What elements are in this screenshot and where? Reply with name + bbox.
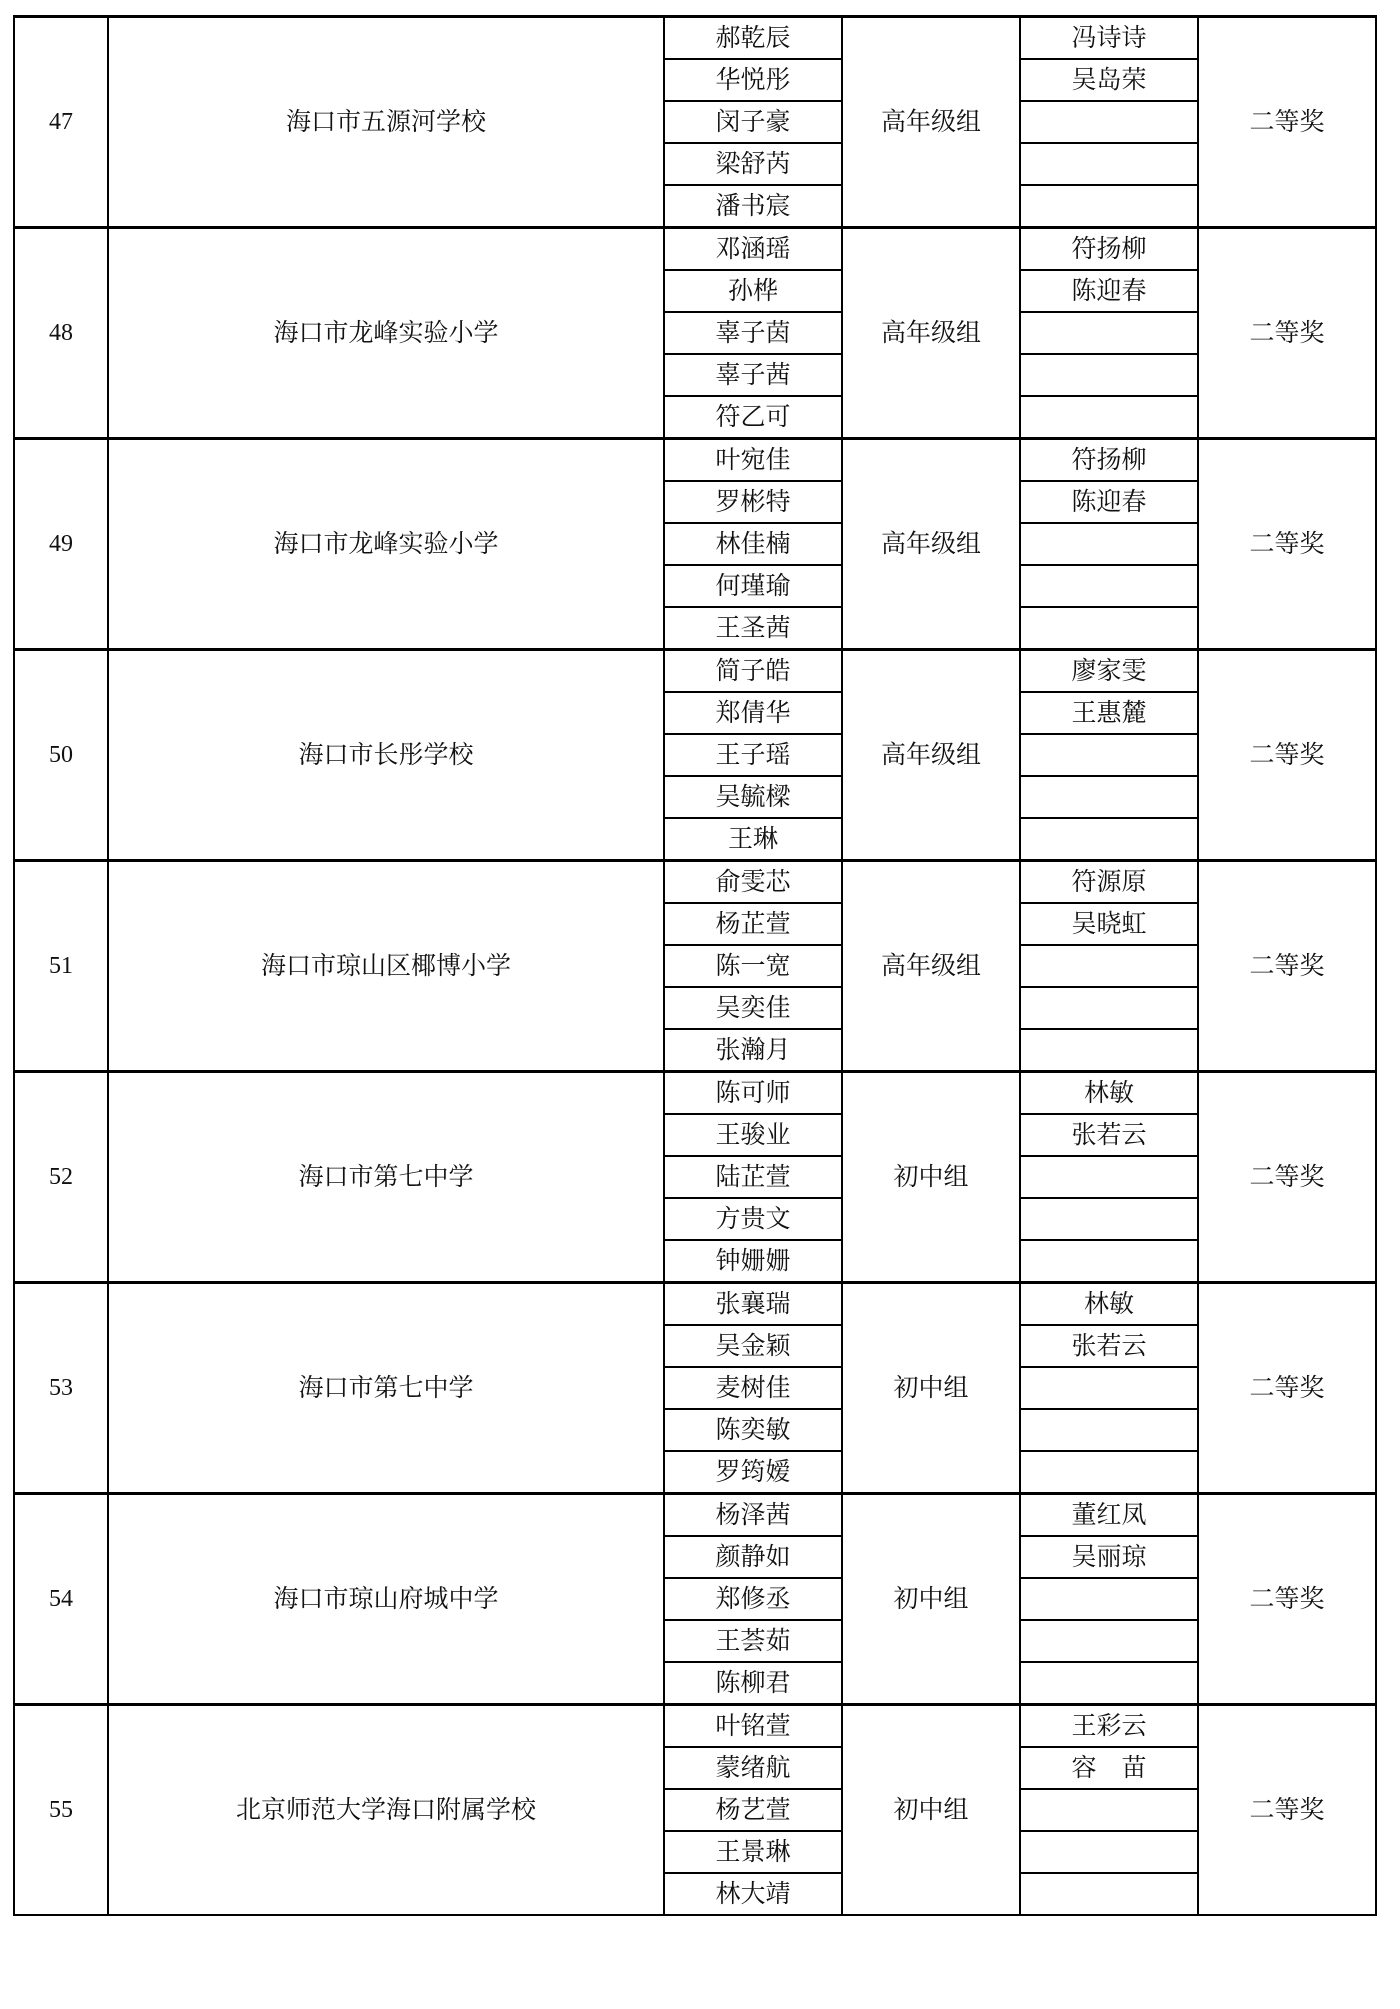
award-level: 二等奖 [1198, 650, 1376, 861]
award-level: 二等奖 [1198, 17, 1376, 228]
student-name: 潘书宸 [664, 185, 842, 228]
student-name: 陈一宽 [664, 945, 842, 987]
student-name: 辜子茜 [664, 354, 842, 396]
entry-number: 54 [14, 1494, 108, 1705]
teacher-name: 陈迎春 [1020, 270, 1198, 312]
teacher-name [1020, 1156, 1198, 1198]
student-name: 符乙可 [664, 396, 842, 439]
student-name: 陈柳君 [664, 1662, 842, 1705]
student-name: 吴毓樑 [664, 776, 842, 818]
teacher-name: 容 苗 [1020, 1747, 1198, 1789]
teacher-name: 王惠麓 [1020, 692, 1198, 734]
teacher-name [1020, 1831, 1198, 1873]
student-name: 王荟茹 [664, 1620, 842, 1662]
teacher-name [1020, 734, 1198, 776]
student-name: 麦树佳 [664, 1367, 842, 1409]
age-group: 初中组 [842, 1072, 1020, 1283]
student-name: 郝乾辰 [664, 17, 842, 60]
teacher-name [1020, 565, 1198, 607]
school-name: 海口市第七中学 [108, 1072, 664, 1283]
student-name: 蒙绪航 [664, 1747, 842, 1789]
teacher-name [1020, 1240, 1198, 1283]
entry-number: 53 [14, 1283, 108, 1494]
student-name: 梁舒芮 [664, 143, 842, 185]
teacher-name [1020, 1409, 1198, 1451]
teacher-name: 林敏 [1020, 1072, 1198, 1115]
award-level: 二等奖 [1198, 861, 1376, 1072]
teacher-name: 冯诗诗 [1020, 17, 1198, 60]
award-level: 二等奖 [1198, 439, 1376, 650]
teacher-name: 吴丽琼 [1020, 1536, 1198, 1578]
student-name: 何瑾瑜 [664, 565, 842, 607]
student-name: 罗筠嫒 [664, 1451, 842, 1494]
school-name: 北京师范大学海口附属学校 [108, 1705, 664, 1916]
student-name: 华悦彤 [664, 59, 842, 101]
student-name: 杨艺萱 [664, 1789, 842, 1831]
age-group: 初中组 [842, 1705, 1020, 1916]
teacher-name [1020, 776, 1198, 818]
teacher-name: 林敏 [1020, 1283, 1198, 1326]
teacher-name [1020, 143, 1198, 185]
table-row [14, 1072, 1388, 1115]
teacher-name [1020, 1198, 1198, 1240]
age-group: 初中组 [842, 1283, 1020, 1494]
award-level: 二等奖 [1198, 228, 1376, 439]
teacher-name [1020, 312, 1198, 354]
age-group: 高年级组 [842, 17, 1020, 228]
student-name: 陈可师 [664, 1072, 842, 1115]
teacher-name: 吴岛荣 [1020, 59, 1198, 101]
school-name: 海口市琼山区椰博小学 [108, 861, 664, 1072]
student-name: 杨泽茜 [664, 1494, 842, 1537]
student-name: 方贵文 [664, 1198, 842, 1240]
teacher-name [1020, 1029, 1198, 1072]
teacher-name [1020, 945, 1198, 987]
teacher-name [1020, 1451, 1198, 1494]
student-name: 吴奕佳 [664, 987, 842, 1029]
entry-number: 48 [14, 228, 108, 439]
student-name: 林佳楠 [664, 523, 842, 565]
student-name: 陈奕敏 [664, 1409, 842, 1451]
student-name: 邓涵瑶 [664, 228, 842, 271]
teacher-name [1020, 101, 1198, 143]
student-name: 陆芷萱 [664, 1156, 842, 1198]
award-level: 二等奖 [1198, 1705, 1376, 1916]
award-table [13, 15, 1389, 1916]
teacher-name [1020, 523, 1198, 565]
student-name: 颜静如 [664, 1536, 842, 1578]
student-name: 闵子豪 [664, 101, 842, 143]
teacher-name: 廖家雯 [1020, 650, 1198, 693]
teacher-name [1020, 1620, 1198, 1662]
teacher-name: 张若云 [1020, 1114, 1198, 1156]
student-name: 杨芷萱 [664, 903, 842, 945]
student-name: 王景琳 [664, 1831, 842, 1873]
table-row [14, 1494, 1388, 1537]
student-name: 俞雯芯 [664, 861, 842, 904]
school-name: 海口市龙峰实验小学 [108, 439, 664, 650]
school-name: 海口市长彤学校 [108, 650, 664, 861]
teacher-name: 张若云 [1020, 1325, 1198, 1367]
student-name: 孙桦 [664, 270, 842, 312]
student-name: 郑修丞 [664, 1578, 842, 1620]
teacher-name [1020, 185, 1198, 228]
student-name: 叶宛佳 [664, 439, 842, 482]
teacher-name: 陈迎春 [1020, 481, 1198, 523]
table-row [14, 1705, 1388, 1748]
teacher-name: 吴晓虹 [1020, 903, 1198, 945]
teacher-name [1020, 1578, 1198, 1620]
teacher-name [1020, 354, 1198, 396]
teacher-name: 符扬柳 [1020, 228, 1198, 271]
award-level: 二等奖 [1198, 1072, 1376, 1283]
teacher-name [1020, 818, 1198, 861]
entry-number: 52 [14, 1072, 108, 1283]
student-name: 王骏业 [664, 1114, 842, 1156]
teacher-name [1020, 987, 1198, 1029]
teacher-name [1020, 607, 1198, 650]
school-name: 海口市五源河学校 [108, 17, 664, 228]
table-row [14, 17, 1388, 60]
student-name: 林大靖 [664, 1873, 842, 1915]
award-level: 二等奖 [1198, 1283, 1376, 1494]
student-name: 罗彬特 [664, 481, 842, 523]
age-group: 高年级组 [842, 650, 1020, 861]
teacher-name [1020, 1789, 1198, 1831]
student-name: 张瀚月 [664, 1029, 842, 1072]
school-name: 海口市琼山府城中学 [108, 1494, 664, 1705]
entry-number: 51 [14, 861, 108, 1072]
age-group: 高年级组 [842, 861, 1020, 1072]
age-group: 高年级组 [842, 439, 1020, 650]
student-name: 郑倩华 [664, 692, 842, 734]
age-group: 高年级组 [842, 228, 1020, 439]
student-name: 张襄瑞 [664, 1283, 842, 1326]
school-name: 海口市龙峰实验小学 [108, 228, 664, 439]
teacher-name: 符源原 [1020, 861, 1198, 904]
age-group: 初中组 [842, 1494, 1020, 1705]
table-row [14, 228, 1388, 271]
entry-number: 47 [14, 17, 108, 228]
table-row [14, 650, 1388, 693]
table-row [14, 1283, 1388, 1326]
teacher-name: 董红凤 [1020, 1494, 1198, 1537]
teacher-name: 王彩云 [1020, 1705, 1198, 1748]
entry-number: 50 [14, 650, 108, 861]
student-name: 钟姗姗 [664, 1240, 842, 1283]
teacher-name [1020, 1367, 1198, 1409]
teacher-name [1020, 1662, 1198, 1705]
teacher-name: 符扬柳 [1020, 439, 1198, 482]
table-row [14, 439, 1388, 482]
teacher-name [1020, 396, 1198, 439]
table-row [14, 861, 1388, 904]
entry-number: 49 [14, 439, 108, 650]
award-level: 二等奖 [1198, 1494, 1376, 1705]
student-name: 王琳 [664, 818, 842, 861]
student-name: 吴金颖 [664, 1325, 842, 1367]
student-name: 王子瑶 [664, 734, 842, 776]
student-name: 辜子茵 [664, 312, 842, 354]
student-name: 简子皓 [664, 650, 842, 693]
teacher-name [1020, 1873, 1198, 1915]
entry-number: 55 [14, 1705, 108, 1916]
student-name: 叶铭萱 [664, 1705, 842, 1748]
student-name: 王圣茜 [664, 607, 842, 650]
school-name: 海口市第七中学 [108, 1283, 664, 1494]
